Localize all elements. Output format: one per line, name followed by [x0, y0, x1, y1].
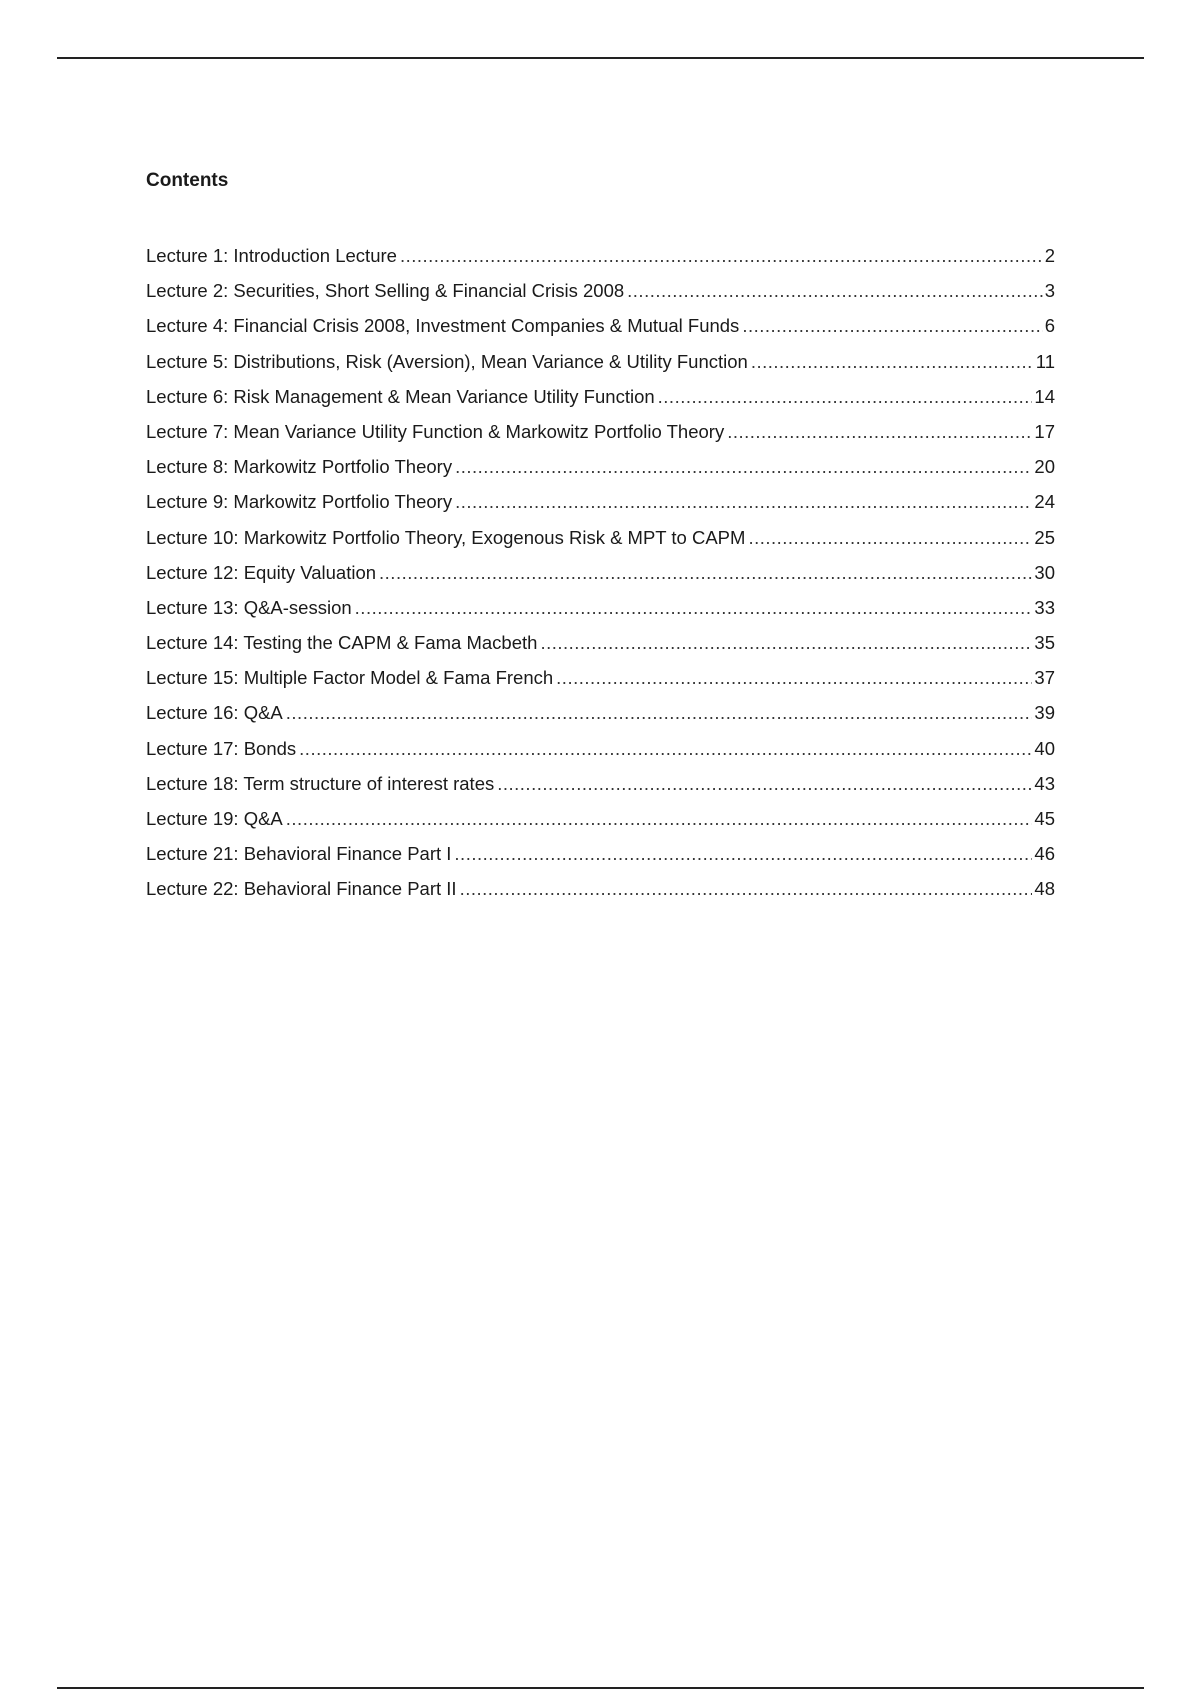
toc-entry-title: Lecture 13: Q&A-session — [146, 596, 352, 618]
toc-entry[interactable] — [146, 871, 1055, 906]
toc-dot-leader — [742, 308, 1042, 343]
toc-entry-page-number: 40 — [1034, 737, 1055, 759]
toc-dot-leader — [658, 379, 1033, 414]
toc-entry-page-number: 37 — [1034, 667, 1055, 689]
toc-dot-leader — [400, 238, 1043, 273]
toc-entry[interactable] — [146, 308, 1055, 343]
toc-dot-leader — [286, 801, 1033, 836]
toc-dot-leader — [748, 520, 1032, 555]
toc-entry-title: Lecture 16: Q&A — [146, 702, 283, 724]
toc-entry[interactable] — [146, 660, 1055, 695]
toc-entry[interactable] — [146, 801, 1055, 836]
toc-entry[interactable] — [146, 520, 1055, 555]
contents-heading: Contents — [146, 170, 229, 191]
table-of-contents — [146, 168, 1055, 900]
toc-entry[interactable] — [146, 379, 1055, 414]
toc-entry-title: Lecture 18: Term structure of interest rates — [146, 772, 495, 794]
toc-dot-leader — [454, 836, 1032, 871]
toc-entry-page-number: 20 — [1034, 456, 1055, 478]
toc-entry-title: Lecture 15: Multiple Factor Model & Fama French — [146, 667, 554, 689]
toc-entry-page-number: 6 — [1044, 315, 1055, 337]
toc-entry-page-number: 48 — [1034, 878, 1055, 900]
toc-dot-leader — [286, 695, 1033, 730]
toc-entry-title: Lecture 1: Introduction Lecture — [146, 245, 397, 266]
toc-entry-page-number: 11 — [1035, 350, 1055, 372]
toc-entry-title: Lecture 14: Testing the CAPM & Fama Macbeth — [146, 632, 538, 654]
toc-entry-page-number: 30 — [1034, 561, 1055, 583]
toc-entry[interactable] — [146, 625, 1055, 660]
toc-entry-page-number: 43 — [1034, 772, 1055, 794]
toc-dot-leader — [455, 449, 1032, 484]
toc-entry-title: Lecture 17: Bonds — [146, 737, 297, 759]
toc-entry[interactable] — [146, 555, 1055, 590]
toc-entry-title: Lecture 6: Risk Management & Mean Variance Utility Function — [146, 385, 655, 407]
toc-entry-page-number: 3 — [1044, 280, 1055, 302]
toc-entry-page-number: 14 — [1034, 385, 1055, 407]
header-rule — [57, 57, 1144, 59]
toc-dot-leader — [460, 871, 1033, 906]
toc-entry-title: Lecture 4: Financial Crisis 2008, Investment Companies & Mutual Funds — [146, 315, 740, 337]
toc-dot-leader — [299, 731, 1032, 766]
toc-entry-page-number: 2 — [1044, 245, 1055, 266]
toc-entry-title: Lecture 21: Behavioral Finance Part I — [146, 843, 452, 865]
toc-entry[interactable] — [146, 484, 1055, 519]
toc-dot-leader — [556, 660, 1032, 695]
toc-dot-leader — [455, 484, 1032, 519]
toc-dot-leader — [355, 590, 1033, 625]
toc-entry[interactable] — [146, 344, 1055, 379]
toc-entry[interactable] — [146, 414, 1055, 449]
toc-entry[interactable] — [146, 766, 1055, 801]
toc-entry[interactable] — [146, 273, 1055, 308]
toc-entry-title: Lecture 10: Markowitz Portfolio Theory, Exogenous Risk & MPT to CAPM — [146, 526, 746, 548]
toc-entry-page-number: 33 — [1034, 596, 1055, 618]
toc-dot-leader — [627, 273, 1043, 308]
toc-dot-leader — [751, 344, 1034, 379]
toc-entry[interactable] — [146, 836, 1055, 871]
toc-entry-page-number: 45 — [1034, 808, 1055, 829]
toc-entry-page-number: 25 — [1034, 526, 1055, 548]
toc-entry-title: Lecture 2: Securities, Short Selling & Financial Crisis 2008 — [146, 280, 625, 302]
toc-dot-leader — [379, 555, 1032, 590]
toc-entry[interactable] — [146, 731, 1055, 766]
toc-entry-title: Lecture 7: Mean Variance Utility Function & Markowitz Portfolio Theory — [146, 420, 725, 442]
toc-dot-leader — [540, 625, 1032, 660]
toc-entry-title: Lecture 12: Equity Valuation — [146, 561, 377, 583]
toc-list — [146, 238, 1055, 907]
toc-entry-title: Lecture 22: Behavioral Finance Part II — [146, 878, 457, 900]
toc-entry-page-number: 46 — [1034, 843, 1055, 865]
toc-entry-page-number: 35 — [1034, 632, 1055, 654]
toc-entry[interactable] — [146, 695, 1055, 730]
toc-entry-page-number: 39 — [1034, 702, 1055, 724]
footer-rule — [57, 1687, 1144, 1689]
toc-entry-title: Lecture 19: Q&A — [146, 808, 283, 829]
toc-dot-leader — [727, 414, 1032, 449]
toc-entry-title: Lecture 9: Markowitz Portfolio Theory — [146, 491, 453, 513]
toc-entry[interactable] — [146, 590, 1055, 625]
toc-entry-page-number: 17 — [1034, 420, 1055, 442]
toc-entry-page-number: 24 — [1034, 491, 1055, 513]
toc-entry[interactable] — [146, 449, 1055, 484]
toc-entry[interactable] — [146, 238, 1055, 273]
toc-entry-title: Lecture 5: Distributions, Risk (Aversion), Mean Variance & Utility Function — [146, 350, 748, 372]
toc-dot-leader — [497, 766, 1032, 801]
toc-entry-title: Lecture 8: Markowitz Portfolio Theory — [146, 456, 453, 478]
